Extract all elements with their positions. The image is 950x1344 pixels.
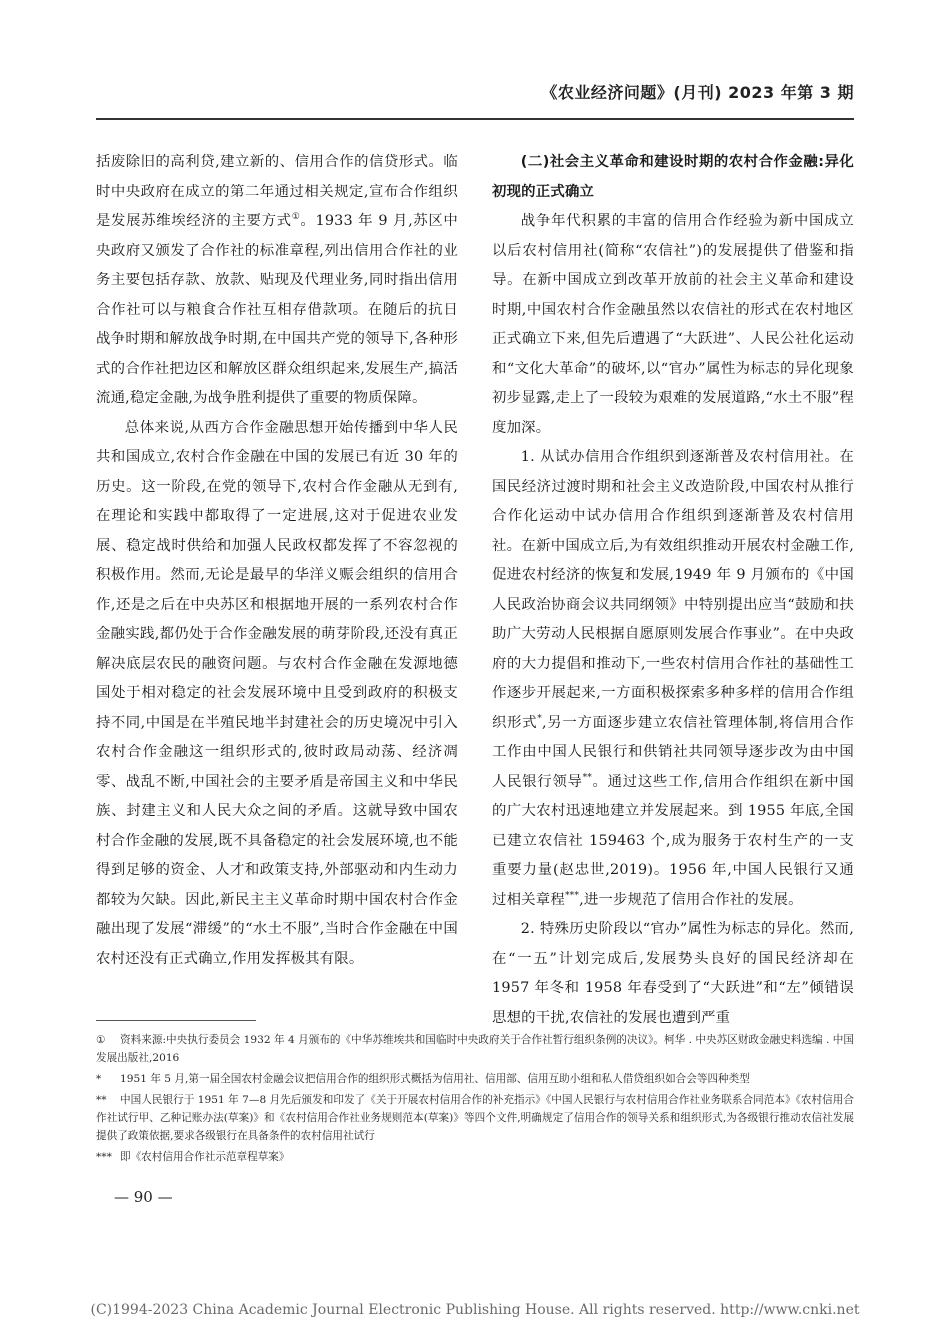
journal-header: 《农业经济问题》(月刊) 2023 年第 3 期 (541, 83, 854, 102)
para-text: 。通过这些工作,信用合作组织在新中国的广大农村迅速地建立并发展起来。到 1955 年底,全国已建立农信社 159463 个,成为服务于农村生产的一支重要力量(赵忠世,2019)。1956 年,中国人民银行又通过相关章程 (492, 773, 854, 908)
footnote-3star (96, 1148, 854, 1166)
para-text: 括废除旧的高利贷,建立新的、信用合作的信贷形式。临时中央政府在成立的第二年通过相关规定,宣布合作组织是发展苏维埃经济的主要方式 (96, 154, 458, 229)
left-paragraph-1 (96, 148, 458, 414)
section-title: (二)社会主义革命和建设时期的农村合作金融:异化初现的正式确立 (492, 154, 854, 200)
para-text: 。1933 年 9 月,苏区中央政府又颁发了合作社的标准章程,列出信用合作社的业务主要包括存款、放款、贴现及代理业务,同时指出信用合作社可以与粮食合作社互相存借款项。在随后的抗日战争时期和解放战争时期,在中国共产党的领导下,各种形式的合作社把边区和解放区群众组织起来,发展生产,搞活流通,稳定金融,为战争胜利提供了重要的物质保障。 (96, 213, 458, 406)
copyright-notice: (C)1994-2023 China Academic Journal Electronic Publishing House. All rights reserved. http://www.cnki.net (90, 1302, 860, 1318)
right-column (492, 148, 854, 1033)
footnote-ref-3star[interactable]: *** (564, 890, 580, 901)
right-paragraph-3: 2. 特殊历史阶段以“官办”属性为标志的异化。然而,在“一五”计划完成后,发展势头良好的国民经济却在 1957 年冬和 1958 年春受到了“大跃进”和“左”倾错误思想的干扰,农信社的发展也遭到严重 (492, 921, 854, 1026)
footnote-text: 资料来源:中央执行委员会 1932 年 4 月颁布的《中华苏维埃共和国临时中央政府关于合作社暂行组织条例的决议》。柯华 . 中央苏区财政金融史料选编 . 中国发展出版社,2016 (96, 1034, 854, 1064)
footnote-ref-2star[interactable]: ** (582, 772, 593, 783)
footnote-rule (96, 1020, 256, 1021)
para-text: ,进一步规范了信用合作社的发展。 (579, 891, 803, 908)
footnote-ref-1[interactable]: ① (291, 212, 301, 223)
footnote-mark: * (96, 1073, 102, 1085)
right-paragraph-2 (492, 443, 854, 915)
page-number: — 90 — (114, 1188, 173, 1206)
footnote-star (96, 1070, 854, 1088)
footnote-text: 即《农村信用合作社示范章程草案》 (120, 1151, 290, 1163)
footnote-mark: ① (96, 1034, 106, 1046)
footnote-ref-star[interactable]: * (537, 713, 542, 724)
para-text: 1. 从试办信用合作组织到逐渐普及农村信用社。在国民经济过渡时期和社会主义改造阶段,中国农村从推行合作化运动中试办信用合作组织到逐渐普及农村信用社。在新中国成立后,为有效组织推动开展农村金融工作,促进农村经济的恢复和发展,1949 年 9 月颁布的《中国人民政治协商会议共同纲领》中特别提出应当“鼓励和扶助广大劳动人民根据自愿原则发展合作事业”。在中央政府的大力提倡和推动下,一些农村信用合作社的基础性工作逐步开展起来,一方面积极探索多种多样的信用合作组织形式 (492, 449, 854, 731)
header-rule (96, 118, 854, 120)
para-text: ,另一方面逐步建立农信社管理体制,将信用合作工作由中国人民银行和供销社共同领导逐步改为由中国人民银行领导 (492, 714, 854, 790)
left-column (96, 148, 458, 974)
footnote-mark: ** (96, 1094, 107, 1106)
right-paragraph-1: 战争年代积累的丰富的信用合作经验为新中国成立以后农村信用社(简称“农信社”)的发展提供了借鉴和指导。在新中国成立到改革开放前的社会主义革命和建设时期,中国农村合作金融虽然以农信社的形式在农村地区正式确立下来,但先后遭遇了“大跃进”、人民公社化运动和“文化大革命”的破坏,以“官办”属性为标志的异化现象初步显露,走上了一段较为艰难的发展道路,“水土不服”程度加深。 (492, 213, 854, 436)
footnotes (96, 1031, 854, 1169)
footnote-mark: *** (96, 1151, 112, 1163)
footnote-1 (96, 1031, 854, 1067)
left-paragraph-2: 总体来说,从西方合作金融思想开始传播到中华人民共和国成立,农村合作金融在中国的发展已有近 30 年的历史。这一阶段,在党的领导下,农村合作金融从无到有,在理论和实践中都取得了一定进展,这对于促进农业发展、稳定战时供给和加强人民政权都发挥了不容忽视的积极作用。然而,无论是最早的华洋义赈会组织的信用合作,还是之后在中央苏区和根据地开展的一系列农村合作金融实践,都仍处于合作金融发展的萌芽阶段,还没有真正解决底层农民的融资问题。与农村合作金融在发源地德国处于相对稳定的社会发展环境中且受到政府的积极支持不同,中国是在半殖民地半封建社会的历史境况中引入农村合作金融这一组织形式的,彼时政局动荡、经济凋零、战乱不断,中国社会的主要矛盾是帝国主义和中华民族、封建主义和人民大众之间的矛盾。这就导致中国农村合作金融的发展,既不具备稳定的社会发展环境,也不能得到足够的资金、人才和政策支持,外部驱动和内生动力都较为欠缺。因此,新民主主义革命时期中国农村合作金融出现了发展“滞缓”的“水土不服”,当时合作金融在中国农村还没有正式确立,作用发挥极其有限。 (96, 419, 458, 967)
footnote-text: 1951 年 5 月,第一届全国农村金融会议把信用合作的组织形式概括为信用社、信用部、信用互助小组和私人借贷组织如合会等四种类型 (120, 1073, 750, 1085)
footnote-text: 中国人民银行于 1951 年 7—8 月先后颁发和印发了《关于开展农村信用合作的补充指示》《中国人民银行与农村信用合作社业务联系合同范本》《农村信用合作社试行甲、乙种记账办法(草案)》和《农村信用合作社业务规则范本(草案)》等四个文件,明确规定了信用合作的领导关系和组织形式,为各级银行推动农信社发展提供了政策依据,要求各级银行在具备条件的农村信用社试行 (96, 1094, 854, 1142)
footnote-2star (96, 1091, 854, 1145)
